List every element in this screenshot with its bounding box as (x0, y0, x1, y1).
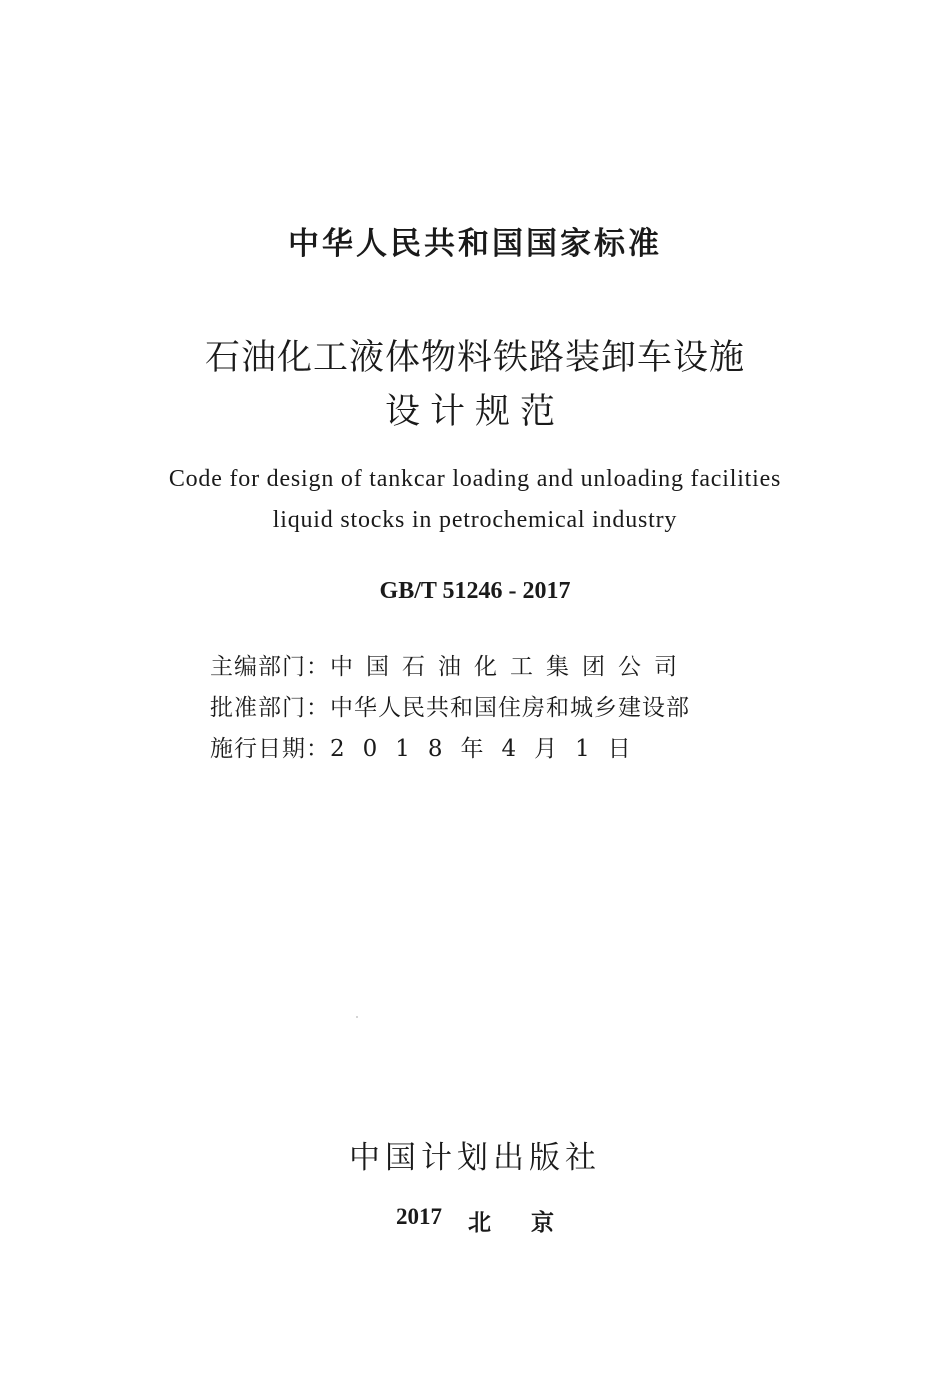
scan-speck (356, 1016, 358, 1018)
chief-editor-value: 中国石油化工集团公司 (330, 654, 690, 680)
effective-date-row (210, 730, 649, 763)
english-title-line-1: Code for design of tankcar loading and unloading facilities (168, 466, 782, 492)
approver-label: 批准部门： (210, 695, 330, 721)
publisher-name: 中国计划出版社 (349, 1140, 601, 1176)
standard-code: GB/T 51246 - 2017 (379, 578, 571, 604)
national-standard-heading: 中华人民共和国国家标准 (288, 226, 662, 262)
document-title-line-1: 石油化工液体物料铁路装卸车设施 (204, 338, 745, 378)
effective-date-value: 2018年4月1日 (330, 736, 649, 762)
imprint (0, 1204, 950, 1237)
effective-date-label: 施行日期： (210, 736, 330, 762)
chief-editor-row (210, 648, 690, 681)
english-title-line-2: liquid stocks in petrochemical industry (272, 507, 678, 533)
imprint-year: 2017 (396, 1204, 442, 1229)
approver-row (210, 689, 690, 722)
approver-value: 中华人民共和国住房和城乡建设部 (330, 695, 690, 721)
chief-editor-label: 主编部门： (210, 654, 330, 680)
document-title-line-2: 设计规范 (384, 392, 565, 432)
imprint-city: 北京 (468, 1210, 594, 1235)
